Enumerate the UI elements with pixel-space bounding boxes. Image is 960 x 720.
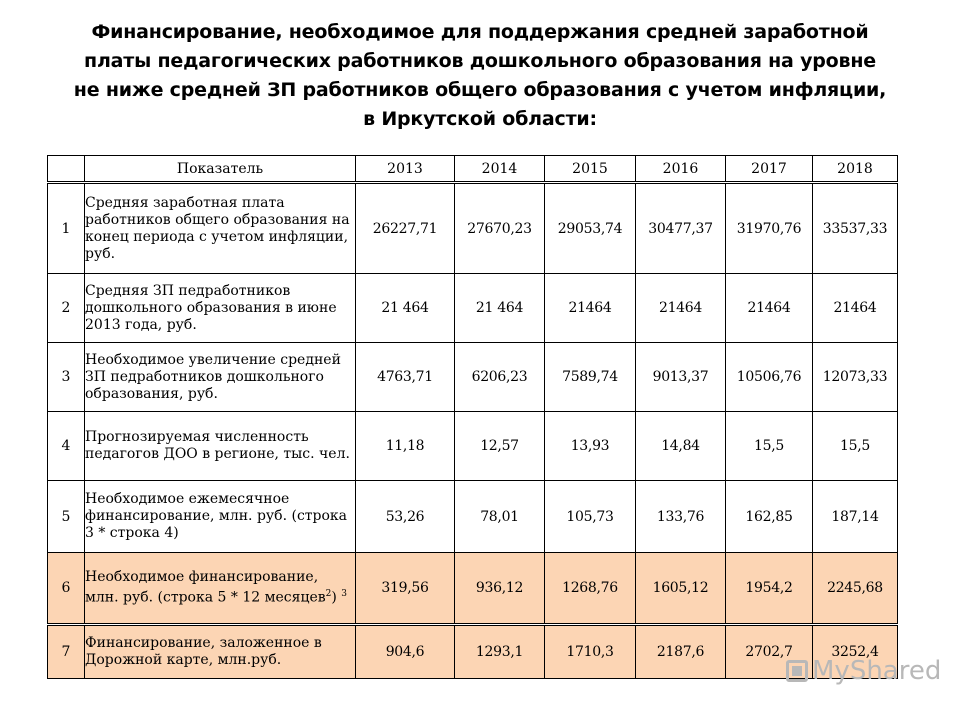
row-indicator: Средняя ЗП педработников дошкольного образования в июне 2013 года, руб. (85, 274, 356, 343)
value-cell: 187,14 (813, 481, 898, 553)
row-indicator: Необходимое увеличение средней ЗП педработников дошкольного образования, руб. (85, 343, 356, 412)
row-number: 5 (48, 481, 85, 553)
value-cell: 78,01 (455, 481, 545, 553)
value-cell: 14,84 (636, 412, 726, 481)
value-cell: 1710,3 (545, 625, 636, 679)
table-row (48, 274, 898, 343)
value-cell: 30477,37 (636, 183, 726, 274)
row-number: 7 (48, 625, 85, 679)
title-line-1: Финансирование, необходимое для поддержания средней заработной (91, 21, 869, 43)
title-line-4: в Иркутской области: (363, 108, 597, 130)
financing-table (47, 155, 898, 679)
table-row (48, 183, 898, 274)
value-cell: 105,73 (545, 481, 636, 553)
value-cell: 2245,68 (813, 553, 898, 625)
value-cell: 133,76 (636, 481, 726, 553)
row-number: 1 (48, 183, 85, 274)
value-cell: 4763,71 (356, 343, 455, 412)
footnote-mark: 2 (325, 589, 332, 600)
indicator-tail: ) (331, 589, 337, 606)
header-num (48, 156, 85, 183)
slide-title (20, 18, 940, 134)
row-indicator (85, 553, 356, 625)
value-cell: 11,18 (356, 412, 455, 481)
row-number: 4 (48, 412, 85, 481)
value-cell: 26227,71 (356, 183, 455, 274)
value-cell: 162,85 (726, 481, 813, 553)
value-cell: 21464 (636, 274, 726, 343)
value-cell: 7589,74 (545, 343, 636, 412)
row-indicator: Финансирование, заложенное в Дорожной карте, млн.руб. (85, 625, 356, 679)
value-cell: 10506,76 (726, 343, 813, 412)
value-cell: 21464 (545, 274, 636, 343)
value-cell: 936,12 (455, 553, 545, 625)
row-number: 6 (48, 553, 85, 625)
value-cell: 1268,76 (545, 553, 636, 625)
watermark (786, 656, 941, 686)
table-row (48, 343, 898, 412)
table-row-highlighted (48, 553, 898, 625)
value-cell: 12,57 (455, 412, 545, 481)
value-cell: 1954,2 (726, 553, 813, 625)
watermark-logo-icon (786, 660, 808, 682)
title-line-3: не ниже средней ЗП работников общего образования с учетом инфляции, (73, 79, 887, 101)
value-cell: 9013,37 (636, 343, 726, 412)
watermark-text: MyShared (812, 656, 942, 686)
value-cell: 21 464 (455, 274, 545, 343)
value-cell: 2702,7 (726, 625, 813, 679)
table-row-highlighted (48, 625, 898, 679)
header-2013: 2013 (356, 156, 455, 183)
value-cell: 12073,33 (813, 343, 898, 412)
value-cell: 15,5 (813, 412, 898, 481)
value-cell: 2187,6 (636, 625, 726, 679)
indicator-text: Необходимое финансирование, млн. руб. (строка 5 * 12 месяцев (85, 569, 326, 606)
table-row (48, 412, 898, 481)
row-indicator: Необходимое ежемесячное финансирование, млн. руб. (строка 3 * строка 4) (85, 481, 356, 553)
value-cell: 3252,4 (813, 625, 898, 679)
footnote-mark: 3 (341, 589, 348, 600)
value-cell: 13,93 (545, 412, 636, 481)
row-indicator: Средняя заработная плата работников общего образования на конец периода с учетом инфляции, руб. (85, 183, 356, 274)
value-cell: 904,6 (356, 625, 455, 679)
value-cell: 21464 (813, 274, 898, 343)
row-number: 2 (48, 274, 85, 343)
value-cell: 27670,23 (455, 183, 545, 274)
header-row (48, 156, 898, 183)
value-cell: 15,5 (726, 412, 813, 481)
table-row (48, 481, 898, 553)
value-cell: 1605,12 (636, 553, 726, 625)
value-cell: 1293,1 (455, 625, 545, 679)
row-indicator: Прогнозируемая численность педагогов ДОО в регионе, тыс. чел. (85, 412, 356, 481)
header-2015: 2015 (545, 156, 636, 183)
value-cell: 21 464 (356, 274, 455, 343)
header-2014: 2014 (455, 156, 545, 183)
row-number: 3 (48, 343, 85, 412)
header-2017: 2017 (726, 156, 813, 183)
value-cell: 29053,74 (545, 183, 636, 274)
value-cell: 6206,23 (455, 343, 545, 412)
value-cell: 319,56 (356, 553, 455, 625)
title-line-2: платы педагогических работников дошкольного образования на уровне (84, 50, 876, 72)
value-cell: 21464 (726, 274, 813, 343)
header-2018: 2018 (813, 156, 898, 183)
value-cell: 31970,76 (726, 183, 813, 274)
value-cell: 33537,33 (813, 183, 898, 274)
value-cell: 53,26 (356, 481, 455, 553)
header-2016: 2016 (636, 156, 726, 183)
header-indicator: Показатель (85, 156, 356, 183)
